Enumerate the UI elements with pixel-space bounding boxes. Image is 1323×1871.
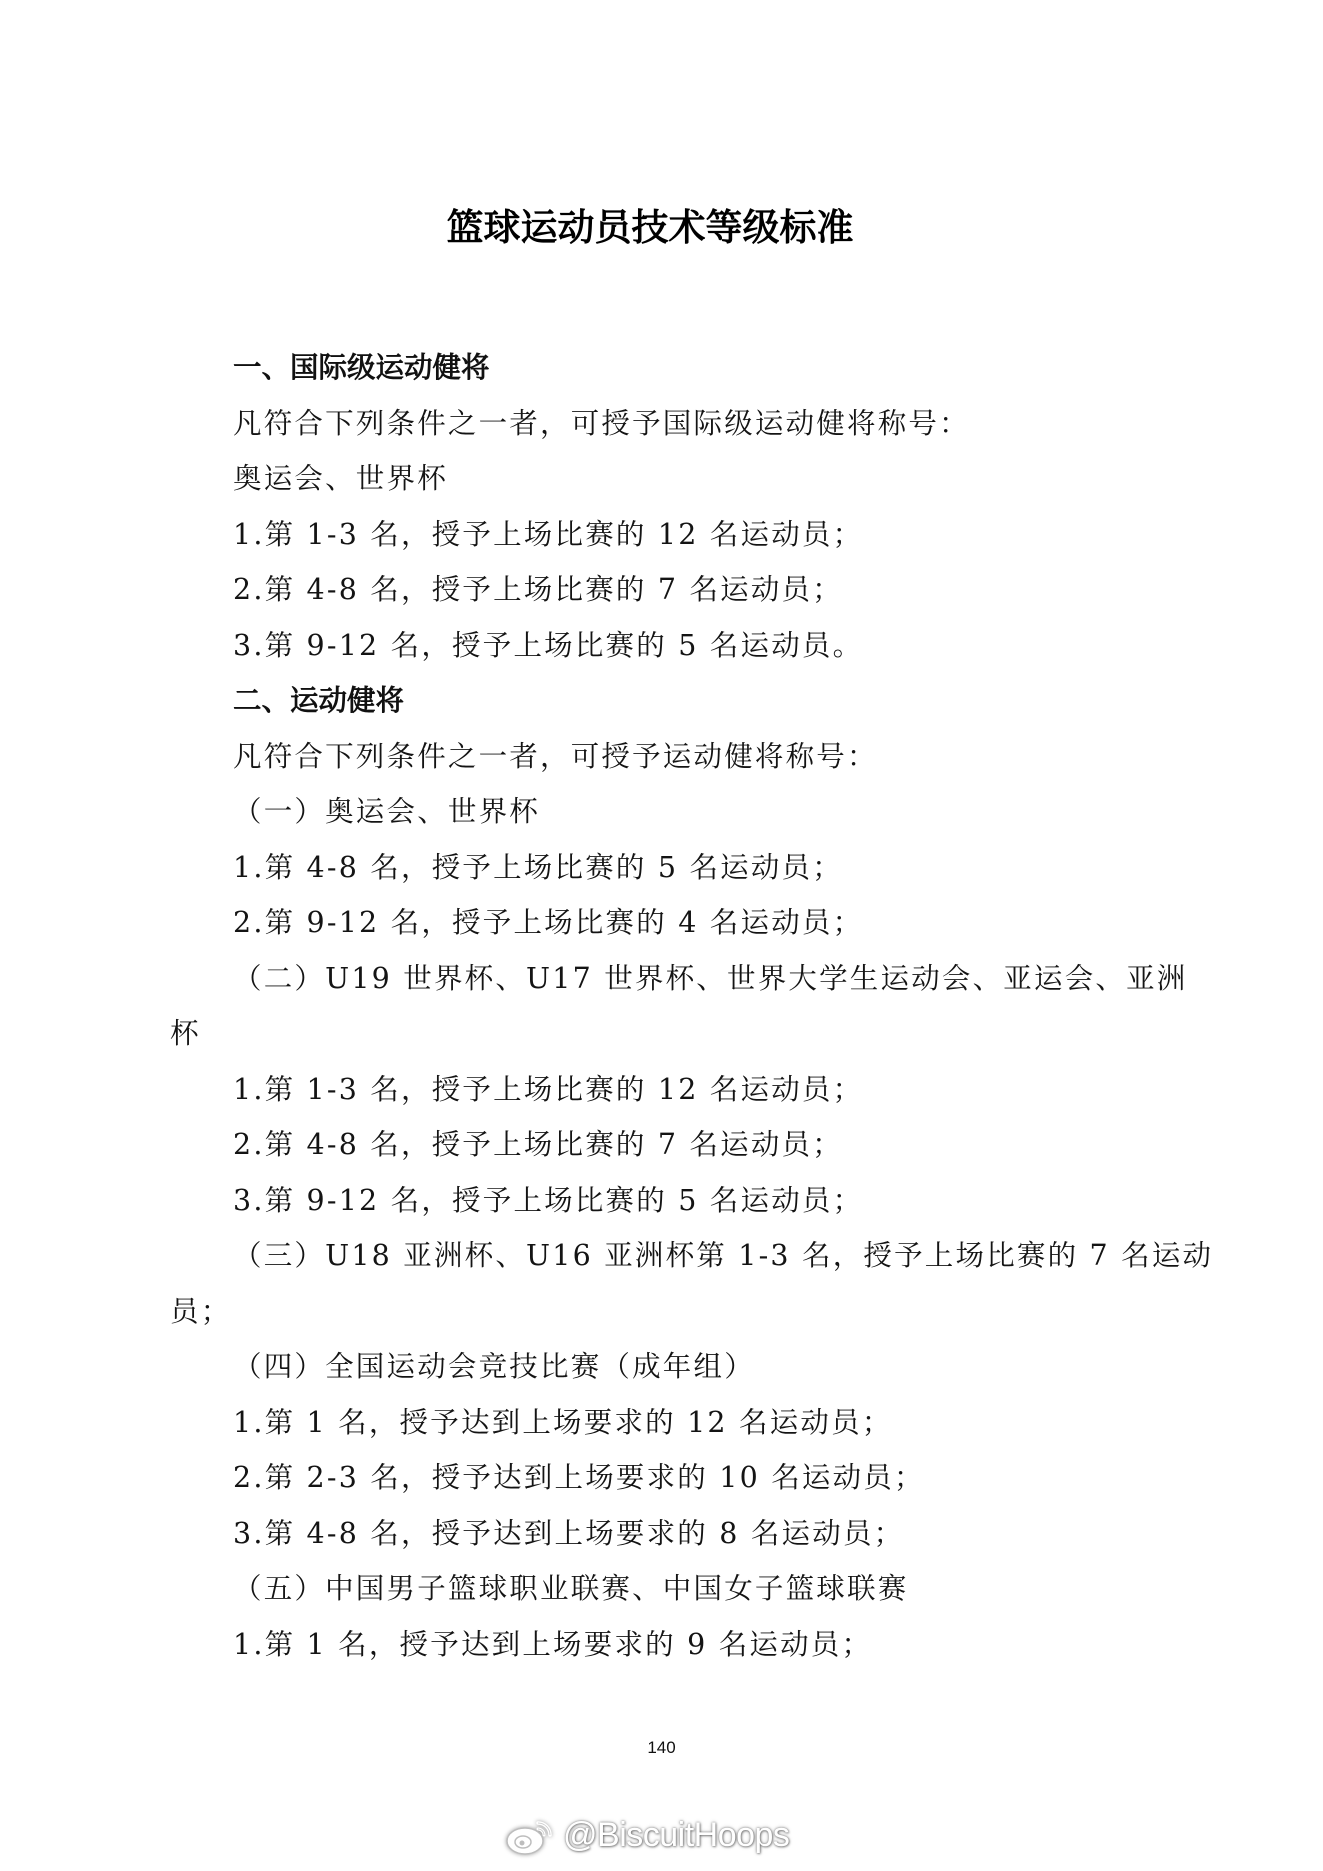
- list-item: 3.第 4-8 名，授予达到上场要求的 8 名运动员；: [233, 1517, 905, 1550]
- subsection-heading-continued: 员；: [170, 1295, 232, 1328]
- paragraph-line: 凡符合下列条件之一者，可授予运动健将称号：: [233, 740, 878, 773]
- list-item: 3.第 9-12 名，授予上场比赛的 5 名运动员。: [233, 629, 864, 662]
- list-item: 2.第 2-3 名，授予达到上场要求的 10 名运动员；: [233, 1461, 925, 1494]
- paragraph-line: 奥运会、世界杯: [233, 462, 448, 495]
- subsection-heading: （一）奥运会、世界杯: [233, 795, 541, 828]
- list-item: 1.第 1-3 名，授予上场比赛的 12 名运动员；: [233, 1073, 864, 1106]
- paragraph-line: 凡符合下列条件之一者，可授予国际级运动健将称号：: [233, 407, 970, 440]
- subsection-heading: （五）中国男子篮球职业联赛、中国女子篮球联赛: [233, 1572, 909, 1605]
- list-item: 1.第 4-8 名，授予上场比赛的 5 名运动员；: [233, 851, 843, 884]
- subsection-heading: （四）全国运动会竞技比赛（成年组）: [233, 1350, 755, 1383]
- subsection-heading: （二）U19 世界杯、U17 世界杯、世界大学生运动会、亚运会、亚洲: [233, 962, 1188, 995]
- list-item: 1.第 1-3 名，授予上场比赛的 12 名运动员；: [233, 518, 864, 551]
- subsection-heading: （三）U18 亚洲杯、U16 亚洲杯第 1-3 名，授予上场比赛的 7 名运动: [233, 1239, 1214, 1272]
- subsection-heading-continued: 杯: [170, 1017, 201, 1050]
- weibo-icon: [505, 1813, 555, 1857]
- list-item: 1.第 1 名，授予达到上场要求的 9 名运动员；: [233, 1628, 873, 1661]
- section-heading-international-master: 一、国际级运动健将: [233, 351, 490, 384]
- list-item: 2.第 4-8 名，授予上场比赛的 7 名运动员；: [233, 573, 843, 606]
- watermark-text: @BiscuitHoops: [563, 1815, 790, 1854]
- page-number: 140: [647, 1738, 676, 1757]
- list-item: 3.第 9-12 名，授予上场比赛的 5 名运动员；: [233, 1184, 864, 1217]
- list-item: 2.第 4-8 名，授予上场比赛的 7 名运动员；: [233, 1128, 843, 1161]
- list-item: 2.第 9-12 名，授予上场比赛的 4 名运动员；: [233, 906, 864, 939]
- list-item: 1.第 1 名，授予达到上场要求的 12 名运动员；: [233, 1406, 893, 1439]
- watermark: [505, 1812, 789, 1858]
- section-heading-master: 二、运动健将: [233, 684, 405, 717]
- document-title: 篮球运动员技术等级标准: [446, 205, 854, 249]
